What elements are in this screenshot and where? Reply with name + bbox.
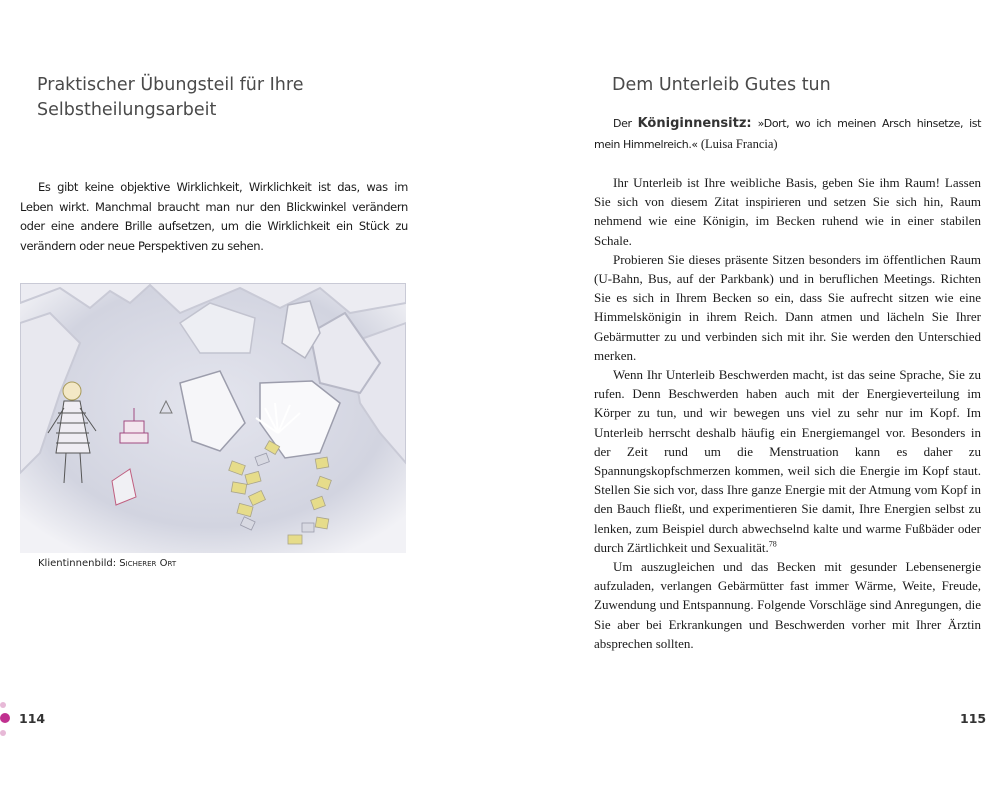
left-page-heading — [37, 73, 377, 123]
body-paragraph: Um auszugleichen und das Becken mit gesunder Lebensenergie aufzuladen, verlangen Gebärmütter fast immer Wärme, Weite, Freude, Zuwendung und Entspannung. Folgende Vorschläge sind Anregungen, die Sie aber bei Erkrankungen und Beschwerden vorher mit Ihrer Ärztin absprechen sollten. — [594, 559, 981, 651]
left-heading-line-1: Praktischer Übungsteil für Ihre — [37, 74, 304, 95]
quote-prefix: Der — [613, 117, 638, 130]
intro-paragraph: Es gibt keine objektive Wirklichkeit, Wirklichkeit ist das, was im Leben wirkt. Manchmal braucht man nur den Blickwinkel verändern oder eine andere Brille aufsetzen, um die Wirklichkeit ein Stück zu verändern oder neue Perspektiven zu sehen. — [20, 180, 408, 253]
body-paragraph — [594, 365, 981, 557]
quote-paragraph — [594, 114, 981, 155]
left-heading-line-2: Selbstheilungsarbeit — [37, 99, 217, 120]
caption-prefix: Klientinnenbild: — [38, 558, 120, 569]
image-caption — [38, 557, 176, 571]
quote-source: (Luisa Francia) — [700, 137, 778, 151]
footnote-reference[interactable]: 78 — [768, 539, 777, 549]
intro-text — [20, 178, 408, 256]
body-paragraph-text: Wenn Ihr Unterleib Beschwerden macht, ist das seine Sprache, Sie zu rufen. Denn Beschwerden haben auch mit der Energieverteilung im Körper zu tun, und wir bewegen uns viel zu sehr nur im Kopf. Im Unterleib herrscht deshalb häufig ein Energiemangel vor. Besonders in der Zeit rund um die Menstruation kann es daher zu Spannungskopfschmerzen kommen, weil sich die Energie im Kopf staut. Stellen Sie sich vor, dass Ihre ganze Energie mit der Atmung vom Kopf in den Bauch fließt, und experimentieren Sie damit, Ihre Energien selbst zu lenken, zum Beispiel durch abwechselnd kalte und warme Fußbäder oder durch Zärtlichkeit und Sexualität. — [594, 367, 981, 555]
marker-dot — [0, 702, 6, 708]
page-marker-dots-left — [0, 702, 10, 738]
body-text — [594, 114, 981, 653]
body-paragraph: Ihr Unterleib ist Ihre weibliche Basis, geben Sie ihm Raum! Lassen Sie sich von diesem Zitat inspirieren und setzen Sie sich hin, Raum nehmend wie eine Königin, im Becken ruhend wie in einer stabilen Schale. — [594, 175, 981, 248]
page-number-right: 115 — [960, 711, 987, 726]
body-paragraph: Probieren Sie dieses präsente Sitzen besonders im öffentlichen Raum (U-Bahn, Bus, auf der Parkbank) und in beruflichen Meetings. Richten Sie es sich in Ihrem Becken so ein, dass Sie aufrecht sitzen wie eine Himmelskönigin in ihrem Reich. Dann atmen und lächeln Sie Ihrer Gebärmutter zu und verbinden sich mit ihr. Sie werden den Unterschied merken. — [594, 251, 981, 363]
caption-title: Sicherer Ort — [119, 558, 177, 569]
quote-keyword: Königinnensitz: — [637, 116, 752, 131]
marker-dot — [0, 730, 6, 736]
marker-dot — [0, 713, 10, 723]
client-drawing-image — [20, 283, 406, 553]
page-number-left: 114 — [19, 711, 46, 726]
quote-text: »Dort, wo ich meinen Arsch hinsetze, ist mein Himmelreich.« — [594, 117, 981, 151]
right-page — [500, 0, 1000, 800]
right-page-heading: Dem Unterleib Gutes tun — [612, 74, 831, 95]
